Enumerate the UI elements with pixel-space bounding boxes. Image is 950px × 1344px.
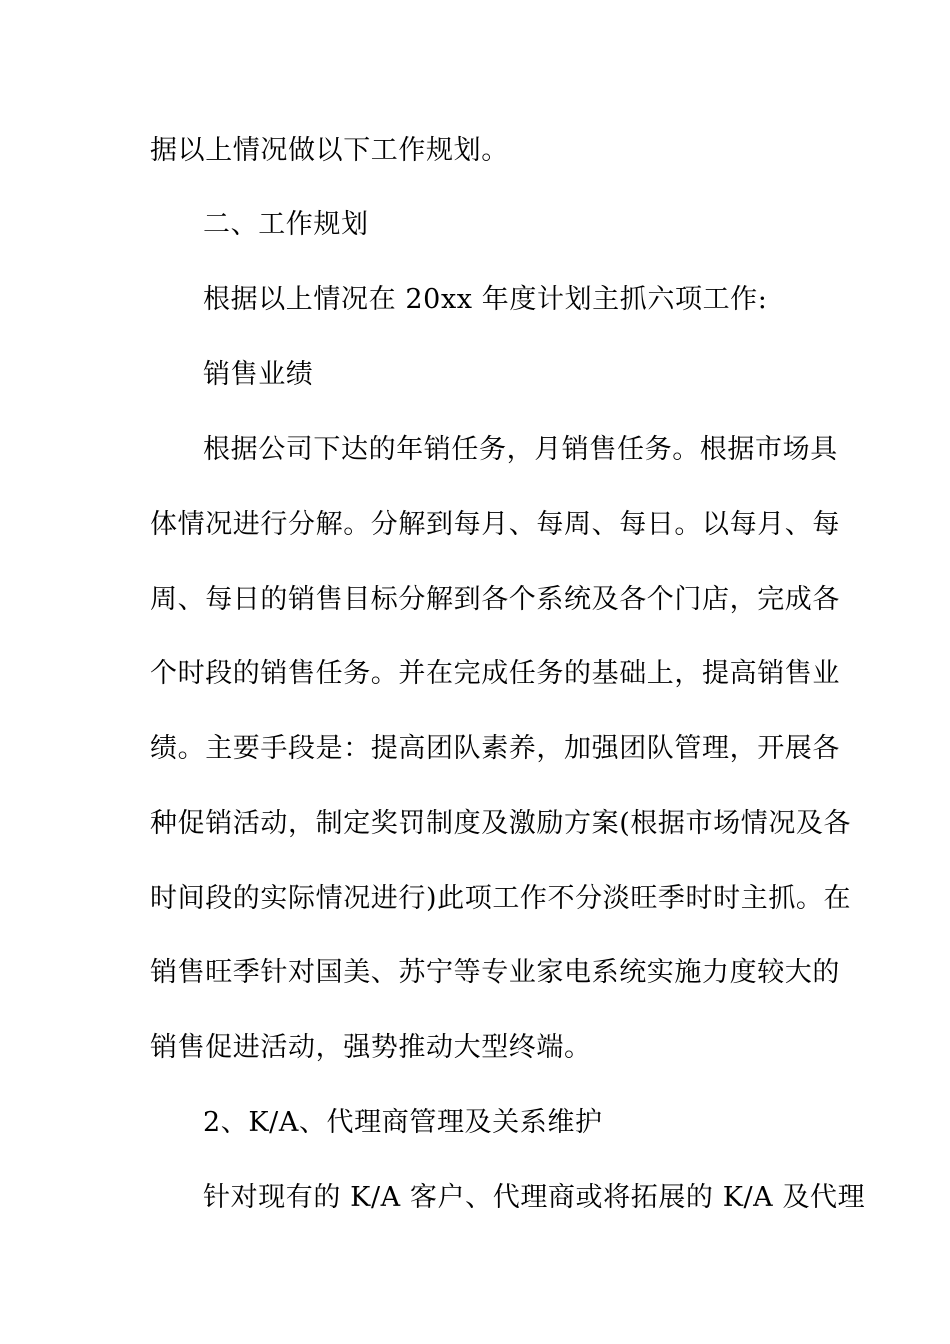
body-line: 销售促进活动，强势推动大型终端。 (150, 1032, 592, 1063)
body-line: 周、每日的销售目标分解到各个系统及各个门店，完成各 (150, 584, 840, 615)
body-line: 体情况进行分解。分解到每月、每周、每日。以每月、每 (150, 509, 840, 540)
body-line: 种促销活动，制定奖罚制度及激励方案(根据市场情况及各 (150, 808, 852, 839)
body-line: 个时段的销售任务。并在完成任务的基础上，提高销售业 (150, 658, 840, 689)
subsection-heading: 销售业绩 (203, 359, 314, 390)
body-line: 据以上情况做以下工作规划。 (150, 135, 509, 166)
body-line: 时间段的实际情况进行)此项工作不分淡旺季时时主抓。在 (150, 883, 852, 914)
body-line: 销售旺季针对国美、苏宁等专业家电系统实施力度较大的 (150, 957, 840, 988)
body-line: 根据以上情况在 20xx 年度计划主抓六项工作: (203, 284, 768, 315)
body-line: 针对现有的 K/A 客户、代理商或将拓展的 K/A 及代理 (203, 1182, 866, 1213)
body-line: 绩。主要手段是：提高团队素养，加强团队管理，开展各 (150, 733, 840, 764)
section-heading: 二、工作规划 (203, 209, 369, 240)
body-line: 根据公司下达的年销任务，月销售任务。根据市场具 (203, 434, 838, 465)
subsection-heading: 2、K/A、代理商管理及关系维护 (203, 1107, 603, 1138)
